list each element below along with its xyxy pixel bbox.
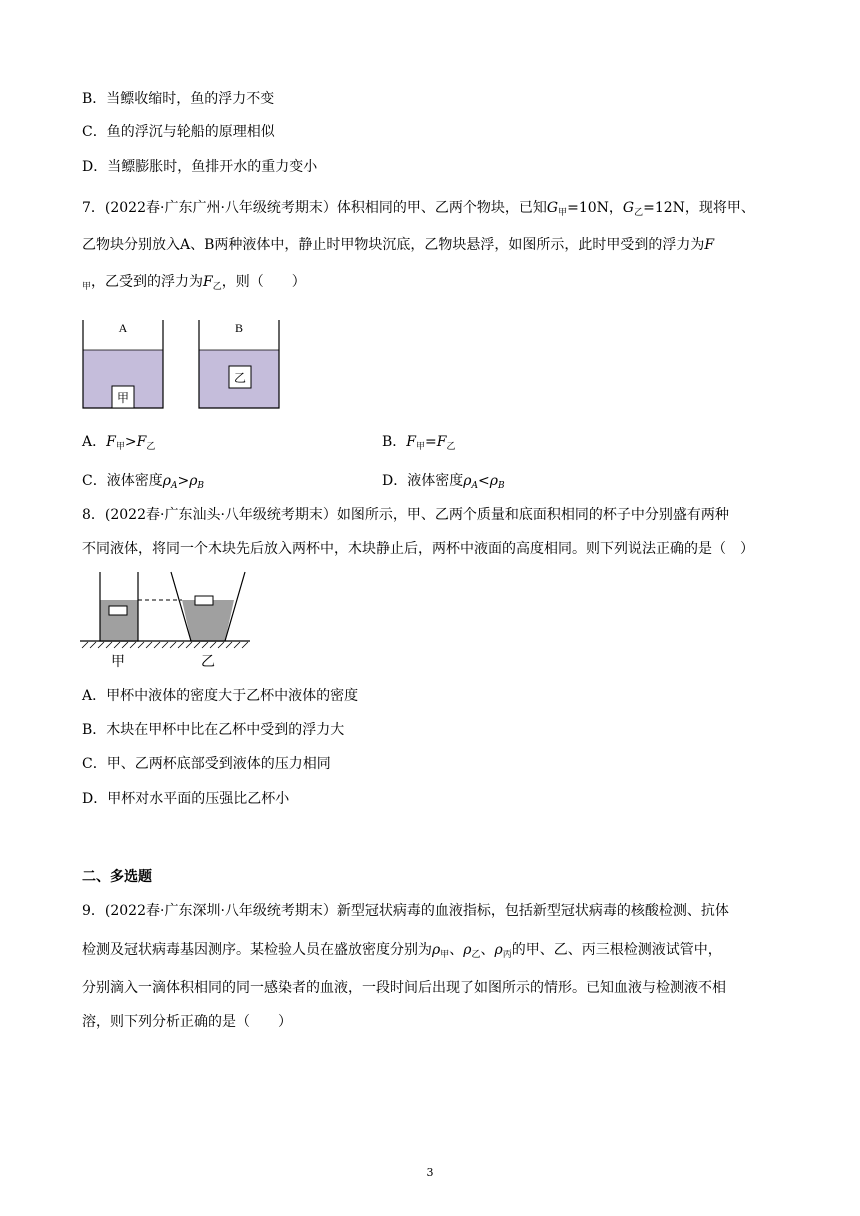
q9-stem-line3: 分别滴入一滴体积相同的同一感染者的血液，一段时间后出现了如图所示的情形。已知血液与检测液不相 — [82, 980, 726, 996]
q8-option-b: B．木块在甲杯中比在乙杯中受到的浮力大 — [82, 722, 345, 738]
svg-text:乙: 乙 — [233, 371, 247, 385]
q6-option-b: B．当鳔收缩时，鱼的浮力不变 — [82, 91, 275, 107]
q7-stem-line3: $_甲$，乙受到的浮力为$F_乙$，则（ ） — [82, 274, 306, 292]
q8-option-a: A．甲杯中液体的密度大于乙杯中液体的密度 — [82, 688, 359, 704]
cup-jia-label: 甲 — [111, 654, 125, 670]
q8-stem-line1: 8．(2022春·广东汕头·八年级统考期末）如图所示，甲、乙两个质量和底面积相同的杯子中分别盛有两种 — [82, 507, 729, 523]
q9-stem-line1: 9．(2022春·广东深圳·八年级统考期末）新型冠状病毒的血液指标，包括新型冠状病毒的核酸检测、抗体 — [82, 903, 729, 919]
q7-stem-line1: 7．(2022春·广东广州·八年级统考期末）体积相同的甲、乙两个物块，已知$G_甲=10N$，$G_乙=12N$，现将甲、 — [82, 200, 755, 218]
q9-stem-line2: 检测及冠状病毒基因测序。某检验人员在盛放密度分别为$\rho_甲$、$\rho_乙$、$\rho_丙$的甲、乙、丙三根检测液试管中， — [82, 942, 722, 960]
svg-text:甲: 甲 — [116, 391, 130, 405]
q7-figure — [78, 318, 288, 413]
cup-yi-label: 乙 — [201, 654, 215, 670]
q6-option-d: D．当鳔膨胀时，鱼排开水的重力变小 — [82, 159, 318, 175]
q7-option-a: A．$F_甲>F_乙$ — [82, 434, 156, 452]
section-heading-multiple-choice: 二、多选题 — [82, 869, 152, 885]
wood-block-yi — [195, 596, 213, 605]
q8-option-d: D．甲杯对水平面的压强比乙杯小 — [82, 791, 290, 807]
q7-option-b: B．$F_甲=F_乙$ — [382, 434, 456, 452]
q7-option-c: C．液体密度$\rho_A>\rho_B$ — [82, 473, 205, 491]
q8-figure — [78, 570, 258, 670]
q7-stem-line2: 乙物块分别放入A、B两种液体中，静止时甲物块沉底，乙物块悬浮，如图所示，此时甲受到的浮力为F — [82, 237, 715, 253]
container-a-label: A — [118, 321, 128, 335]
page-number: 3 — [426, 1166, 434, 1179]
wood-block-jia — [109, 606, 127, 615]
q8-option-c: C．甲、乙两杯底部受到液体的压力相同 — [82, 756, 331, 772]
q8-stem-line2: 不同液体，将同一个木块先后放入两杯中，木块静止后，两杯中液面的高度相同。则下列说法正确的是（ ） — [82, 541, 754, 557]
container-b-label: B — [234, 321, 244, 335]
q7-option-d: D．液体密度$\rho_A<\rho_B$ — [382, 473, 505, 491]
q6-option-c: C．鱼的浮沉与轮船的原理相似 — [82, 124, 275, 140]
q9-stem-line4: 溶，则下列分析正确的是（ ） — [82, 1014, 292, 1030]
